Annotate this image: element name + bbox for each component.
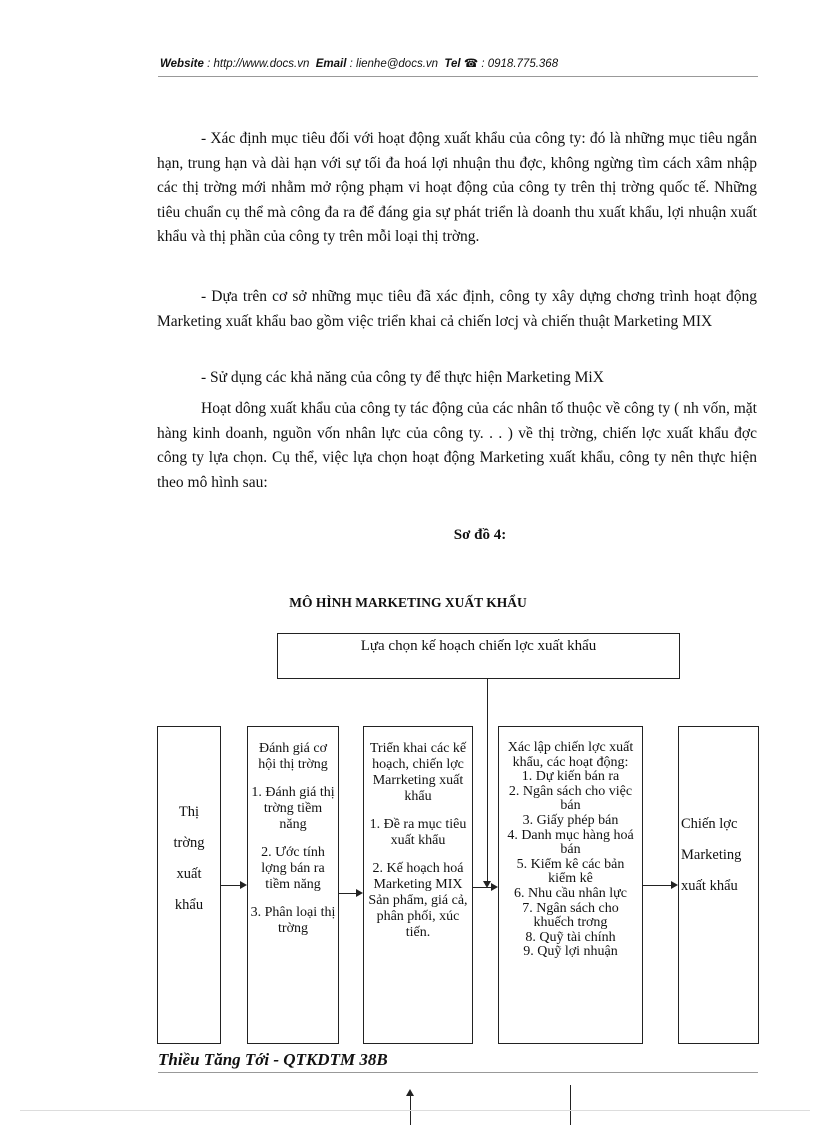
header-divider [158,76,758,77]
line-bottom [570,1085,571,1125]
website-value: : http://www.docs.vn [207,58,310,70]
email-label: Email [315,58,347,70]
tel-label: Tel [444,58,461,70]
arrow-head-up-icon [406,1089,414,1096]
website-label: Website [160,58,204,70]
paragraph-4: Hoạt dông xuất khẩu của công ty tác động của các nhân tố thuộc về công ty ( nh vốn, mặt hàng kinh doanh, nguồn vốn nhân lực của công ty. . . ) về thị trờng, chiến lợc xuất khẩu đợc công ty lựa chọn. Cụ thể, việc lựa chọn hoạt động Marketing xuất khẩu, công ty nên thực hiện theo mô hình sau: [157,400,757,491]
page-bottom-border [20,1110,810,1111]
tel-value: : 0918.775.368 [481,58,559,70]
page-header [160,56,760,76]
paragraph-1: - Xác định mục tiêu đối với hoạt động xuất khẩu của công ty: đó là những mục tiêu ngắn hạn, trung hạn và dài hạn với sự tối đa hoá lợi nhuận thu đợc, không ngừng tìm cách xâm nhập các thị trờng mới nhằm mở rộng phạm vi hoạt động của công ty trên thị trờng quốc tế. Những tiêu chuẩn cụ thể mà công đa ra để đáng gia sự phát triển là doanh thu xuất khẩu, lợi nhuận xuất khẩu và thị phần của công ty trên mỗi loại thị trờng. [157,130,757,246]
paragraph-3: - Sử dụng các khả năng của công ty để thực hiện Marketing MiX [201,369,604,386]
arrow-4-5 [643,885,671,886]
arrow-head-right-icon [356,889,363,897]
diagram-label: Sơ đồ 4: [453,527,507,543]
arrow-head-right-icon [671,881,678,889]
email-value: : lienhe@docs.vn [349,58,439,70]
box-deploy: Triển khai các kế hoạch, chiến lợc Marrketing xuất khẩu 1. Đề ra mục tiêu xuất khẩu 2. Kế hoạch hoá Marketing MIX Sản phẩm, giá cả, phân phối, xúc tiến. [363,726,473,1044]
phone-icon: ☎ [463,58,479,70]
arrow-head-right-icon [491,883,498,891]
paragraph-2: - Dựa trên cơ sở những mục tiêu đã xác định, công ty xây dựng chơng trình hoạt động Marketing xuất khẩu bao gồm việc triển khai cả chiến lơcj và chiến thuật Marketing MIX [157,288,757,330]
footer-divider [158,1072,758,1073]
arrow-head-right-icon [240,881,247,889]
box-strategy: Xác lập chiến lợc xuất khẩu, các hoạt động: 1. Dự kiến bán ra 2. Ngân sách cho việc bán 3. Giấy phép bán 4. Danh mục hàng hoá bán 5. Kiểm kê các bản kiểm kê 6. Nhu cầu nhân lực 7. Ngân sách cho khuếch trơng 8. Quỹ tài chính 9. Quỹ lợi nhuận [498,726,643,1044]
arrow-head-down-icon [483,881,491,888]
page-footer: Thiều Tăng Tới - QTKDTM 38B [158,1050,394,1070]
box-result: Chiến lợc Marketing xuất khẩu [678,726,759,1044]
arrow-2-3 [339,893,356,894]
diagram-title: MÔ HÌNH MARKETING XUẤT KHẨU [289,595,527,610]
top-box: Lựa chọn kế hoạch chiến lợc xuất khẩu [277,633,680,679]
arrow-1-2 [221,885,240,886]
box-market: Thị trờng xuất khẩu [157,726,221,1044]
box-evaluate: Đánh giá cơ hội thị trờng 1. Đánh giá thị trờng tiềm năng 2. Ước tính lợng bán ra tiềm năng 3. Phân loại thị trờng [247,726,339,1044]
arrow-top-down [487,679,488,882]
